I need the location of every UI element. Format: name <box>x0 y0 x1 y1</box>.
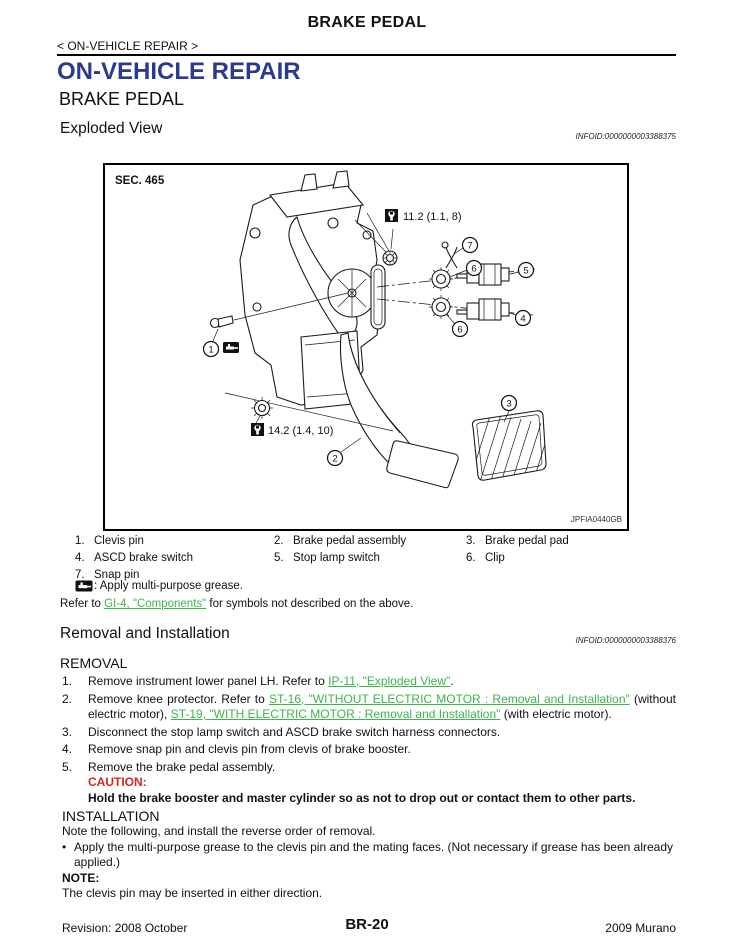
link-ip11-exploded-view[interactable]: IP-11, "Exploded View" <box>328 674 451 688</box>
grease-note-text: : Apply multi-purpose grease. <box>94 580 243 592</box>
svg-text:2: 2 <box>332 453 338 465</box>
svg-text:3: 3 <box>506 398 512 410</box>
pedal-bracket-drawing <box>240 171 385 409</box>
torque-upper-label: 11.2 (1.1, 8) <box>403 211 462 223</box>
part-item: 2. Brake pedal assembly <box>258 533 450 550</box>
procedure <box>62 674 676 902</box>
caution-label: CAUTION: <box>88 775 147 789</box>
symbols-note: Refer to GI-4, "Components" for symbols not described on the above. <box>60 598 414 610</box>
installation-bullet: • Apply the multi-purpose grease to the clevis pin and the mating faces. (Not necessary if grease has been already applied.) <box>62 839 673 869</box>
torque-icon <box>251 423 264 436</box>
page-title: ON-VEHICLE REPAIR <box>57 58 301 85</box>
callout-1 <box>204 329 219 357</box>
infoid-removal-installation: INFOID:0000000003388376 <box>575 636 676 645</box>
svg-text:7: 7 <box>467 240 473 252</box>
callout-6-lower <box>446 314 468 337</box>
part-label: Brake pedal assembly <box>293 535 407 547</box>
callout-7 <box>454 238 478 255</box>
part-item: 4. ASCD brake switch <box>60 550 258 567</box>
section-title: BRAKE PEDAL <box>59 89 185 109</box>
link-st16-removal-installation[interactable]: ST-16, "WITHOUT ELECTRIC MOTOR : Removal and Installation" <box>269 691 630 706</box>
caution-text: Hold the brake booster and master cylinder so as not to drop out or contact them to other parts. <box>88 790 636 805</box>
svg-text:6: 6 <box>457 324 463 336</box>
removal-heading: REMOVAL <box>60 655 128 671</box>
part-label: ASCD brake switch <box>94 552 194 564</box>
removal-step-5: 5. Remove the brake pedal assembly. CAUTION: Hold the brake booster and master cylinder so as not to drop out or contact them to other parts. <box>62 760 676 807</box>
grease-icon <box>75 580 93 592</box>
removal-step-4: 4. Remove snap pin and clevis pin from clevis of brake booster. <box>62 742 411 756</box>
part-label: Stop lamp switch <box>293 552 380 564</box>
removal-installation-heading: Removal and Installation <box>60 625 230 642</box>
svg-text:5: 5 <box>523 265 529 277</box>
part-label: Clip <box>485 552 505 564</box>
torque-icon <box>385 209 398 222</box>
footer-revision: Revision: 2008 October <box>62 921 188 935</box>
part-item: 1. Clevis pin <box>60 533 258 550</box>
footer-model: 2009 Murano <box>605 921 676 935</box>
grease-icon <box>223 342 239 353</box>
link-gi4-components[interactable]: GI-4, "Components" <box>104 598 207 610</box>
torque-lower-label: 14.2 (1.4, 10) <box>268 425 334 437</box>
figure-code: JPFIA0440GB <box>570 515 622 524</box>
pedal-pad-drawing <box>469 411 561 497</box>
svg-text:1: 1 <box>208 344 214 356</box>
note-text: The clevis pin may be inserted in either direction. <box>62 886 323 900</box>
parts-row <box>60 533 677 550</box>
link-st19-removal-installation[interactable]: ST-19, "WITH ELECTRIC MOTOR : Removal and Installation" <box>170 707 501 721</box>
part-item: 7. Snap pin <box>60 567 258 584</box>
part-label: Snap pin <box>94 569 140 581</box>
centerline-lower <box>377 299 533 315</box>
exploded-view-heading: Exploded View <box>60 120 163 137</box>
parts-row <box>60 550 677 567</box>
grease-note <box>75 580 243 592</box>
footer-page-number: BR-20 <box>345 916 389 933</box>
breadcrumb: < ON-VEHICLE REPAIR > <box>57 39 199 53</box>
removal-step-3: 3. Disconnect the stop lamp switch and ASCD brake switch harness connectors. <box>62 724 501 739</box>
header-rule <box>57 54 676 56</box>
part-label: Clevis pin <box>94 535 144 547</box>
callout-5 <box>510 263 534 278</box>
callout-2 <box>328 438 362 466</box>
parts-list <box>60 533 677 584</box>
lower-clip-switch-drawing <box>429 295 509 320</box>
svg-text:4: 4 <box>520 313 526 325</box>
doc-title: BRAKE PEDAL <box>307 14 427 31</box>
note-label: NOTE: <box>62 870 100 885</box>
snap-pin-drawing <box>442 242 457 268</box>
infoid-exploded-view: INFOID:0000000003388375 <box>575 132 676 141</box>
part-item: 5. Stop lamp switch <box>258 550 450 567</box>
part-item: 3. Brake pedal pad <box>450 533 677 550</box>
installation-heading: INSTALLATION <box>62 808 160 824</box>
svg-text:6: 6 <box>471 263 477 275</box>
part-item: 6. Clip <box>450 550 677 567</box>
exploded-view-svg <box>105 165 627 529</box>
sec-label: SEC. 465 <box>115 175 165 187</box>
removal-step-1: 1. Remove instrument lower panel LH. Refer to IP-11, "Exploded View". <box>62 674 454 688</box>
centerline-upper <box>377 269 535 287</box>
installation-intro: Note the following, and install the reverse order of removal. <box>62 824 376 838</box>
part-label: Brake pedal pad <box>485 535 569 547</box>
exploded-view-figure <box>103 163 629 531</box>
removal-step-2: 2. Remove knee protector. Refer to ST-16, "WITHOUT ELECTRIC MOTOR : Removal and Installation" (without electric motor), ST-19, "WITH ELECTRIC MOTOR : Removal and Installation" (with electric motor). <box>62 691 676 721</box>
